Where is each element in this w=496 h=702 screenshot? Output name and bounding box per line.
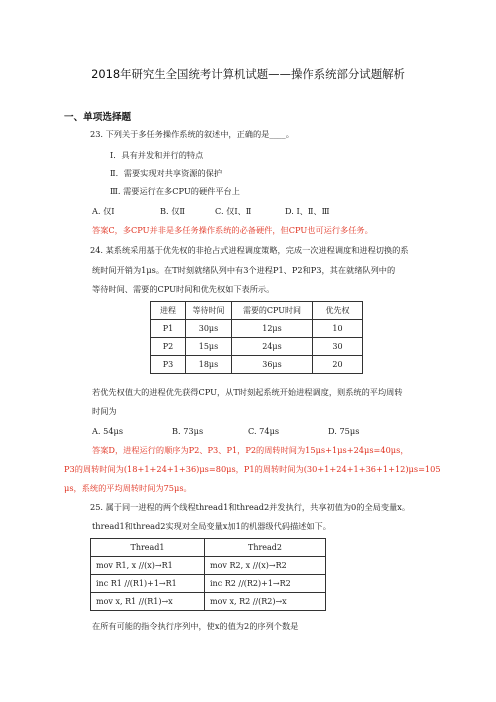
q25-after: 在所有可能的指令执行序列中，使x的值为2的序列个数是 <box>92 621 299 631</box>
q23-answer: 答案C，多CPU并非是多任务操作系统的必备硬件，但CPU也可运行多任务。 <box>92 225 373 235</box>
table-cell: 30μs <box>186 320 232 338</box>
table-cell: mov x, R2 //(R2)→x <box>205 593 326 611</box>
table-cell: mov R2, x //(x)→R2 <box>205 557 326 575</box>
q23-options <box>92 206 330 216</box>
q24-option-d: D. 75μs <box>328 426 360 436</box>
section-heading: 一、单项选择题 <box>64 112 132 123</box>
table-row <box>91 575 326 593</box>
q25-stem-line-2: thread1和thread2实现对全局变量x加1的机器级代码描述如下。 <box>92 521 331 531</box>
table-cell: 12μs <box>232 320 313 338</box>
table-cell: 20 <box>313 356 363 374</box>
q24-stem-line-2: 统时间开销为1μs。在T时刻就绪队列中有3个进程P1、P2和P3，其在就绪队列中的 <box>92 265 396 275</box>
table-cell: inc R1 //(R1)+1→R1 <box>91 575 205 593</box>
q24-after-line-1: 若优先权值大的进程优先获得CPU，从T时刻起系统开始进程调度，则系统的平均周转 <box>92 387 403 397</box>
q24-options <box>92 426 359 436</box>
table-header-row <box>151 302 363 320</box>
q24-stem-line-3: 等待时间、需要的CPU时间和优先权如下表所示。 <box>92 284 275 294</box>
table-header-cell: Thread2 <box>205 539 326 557</box>
table-cell: 18μs <box>186 356 232 374</box>
table-row <box>151 356 363 374</box>
table-cell: 30 <box>313 338 363 356</box>
q23-option-b: B. 仅Ⅱ <box>160 206 185 216</box>
table-cell: 36μs <box>232 356 313 374</box>
table-cell: 10 <box>313 320 363 338</box>
table-row <box>91 593 326 611</box>
table-cell: mov R1, x //(x)→R1 <box>91 557 205 575</box>
q23-item-1: Ⅰ．具有并发和并行的特点 <box>110 150 204 160</box>
q25-code-table <box>90 538 326 611</box>
table-header-cell: 进程 <box>151 302 186 320</box>
q23-option-a: A. 仅Ⅰ <box>92 206 115 216</box>
table-row <box>151 338 363 356</box>
table-row <box>91 557 326 575</box>
table-header-cell: Thread1 <box>91 539 205 557</box>
table-header-cell: 需要的CPU时间 <box>232 302 313 320</box>
table-cell: inc R2 //(R2)+1→R2 <box>205 575 326 593</box>
q24-stem-line-1: 24. 某系统采用基于优先权的非抢占式进程调度策略，完成一次进程调度和进程切换的系 <box>90 245 409 255</box>
q23-item-2: Ⅱ．需要实现对共享资源的保护 <box>110 168 223 178</box>
table-cell: P3 <box>151 356 186 374</box>
q24-after-line-2: 时间为 <box>92 406 117 416</box>
table-cell: 15μs <box>186 338 232 356</box>
q24-option-b: B. 73μs <box>172 426 204 436</box>
table-cell: P1 <box>151 320 186 338</box>
q24-option-c: C. 74μs <box>248 426 280 436</box>
q23-option-c: C. 仅Ⅰ、Ⅱ <box>215 206 252 216</box>
q23-stem: 23. 下列关于多任务操作系统的叙述中，正确的是____。 <box>90 129 294 139</box>
q24-answer-line-1: 答案D，进程运行的顺序为P2、P3、P1，P2的周转时间为15μs+1μs+24μs=40μs， <box>92 445 409 455</box>
q23-item-3: Ⅲ. 需要运行在多CPU的硬件平台上 <box>110 186 240 196</box>
table-header-row <box>91 539 326 557</box>
table-cell: mov x, R1 //(R1)→x <box>91 593 205 611</box>
q24-option-a: A. 54μs <box>92 426 124 436</box>
table-row <box>151 320 363 338</box>
table-header-cell: 优先权 <box>313 302 363 320</box>
q24-process-table <box>150 301 363 374</box>
table-header-cell: 等待时间 <box>186 302 232 320</box>
q24-answer-line-3: μs，系统的平均周转时间为75μs。 <box>64 483 192 493</box>
table-cell: 24μs <box>232 338 313 356</box>
table-cell: P2 <box>151 338 186 356</box>
q25-stem-line-1: 25. 属于同一进程的两个线程thread1和thread2并发执行，共享初值为0的全局变量x。 <box>90 502 411 512</box>
q23-option-d: D. Ⅰ、Ⅱ、Ⅲ <box>285 206 330 216</box>
document-title: 2018年研究生全国统考计算机试题——操作系统部分试题解析 <box>91 67 405 81</box>
q24-answer-line-2: P3的周转时间为(18+1+24+1+36)μs=80μs，P1的周转时间为(30+1+24+1+36+1+12)μs=105 <box>64 464 441 474</box>
